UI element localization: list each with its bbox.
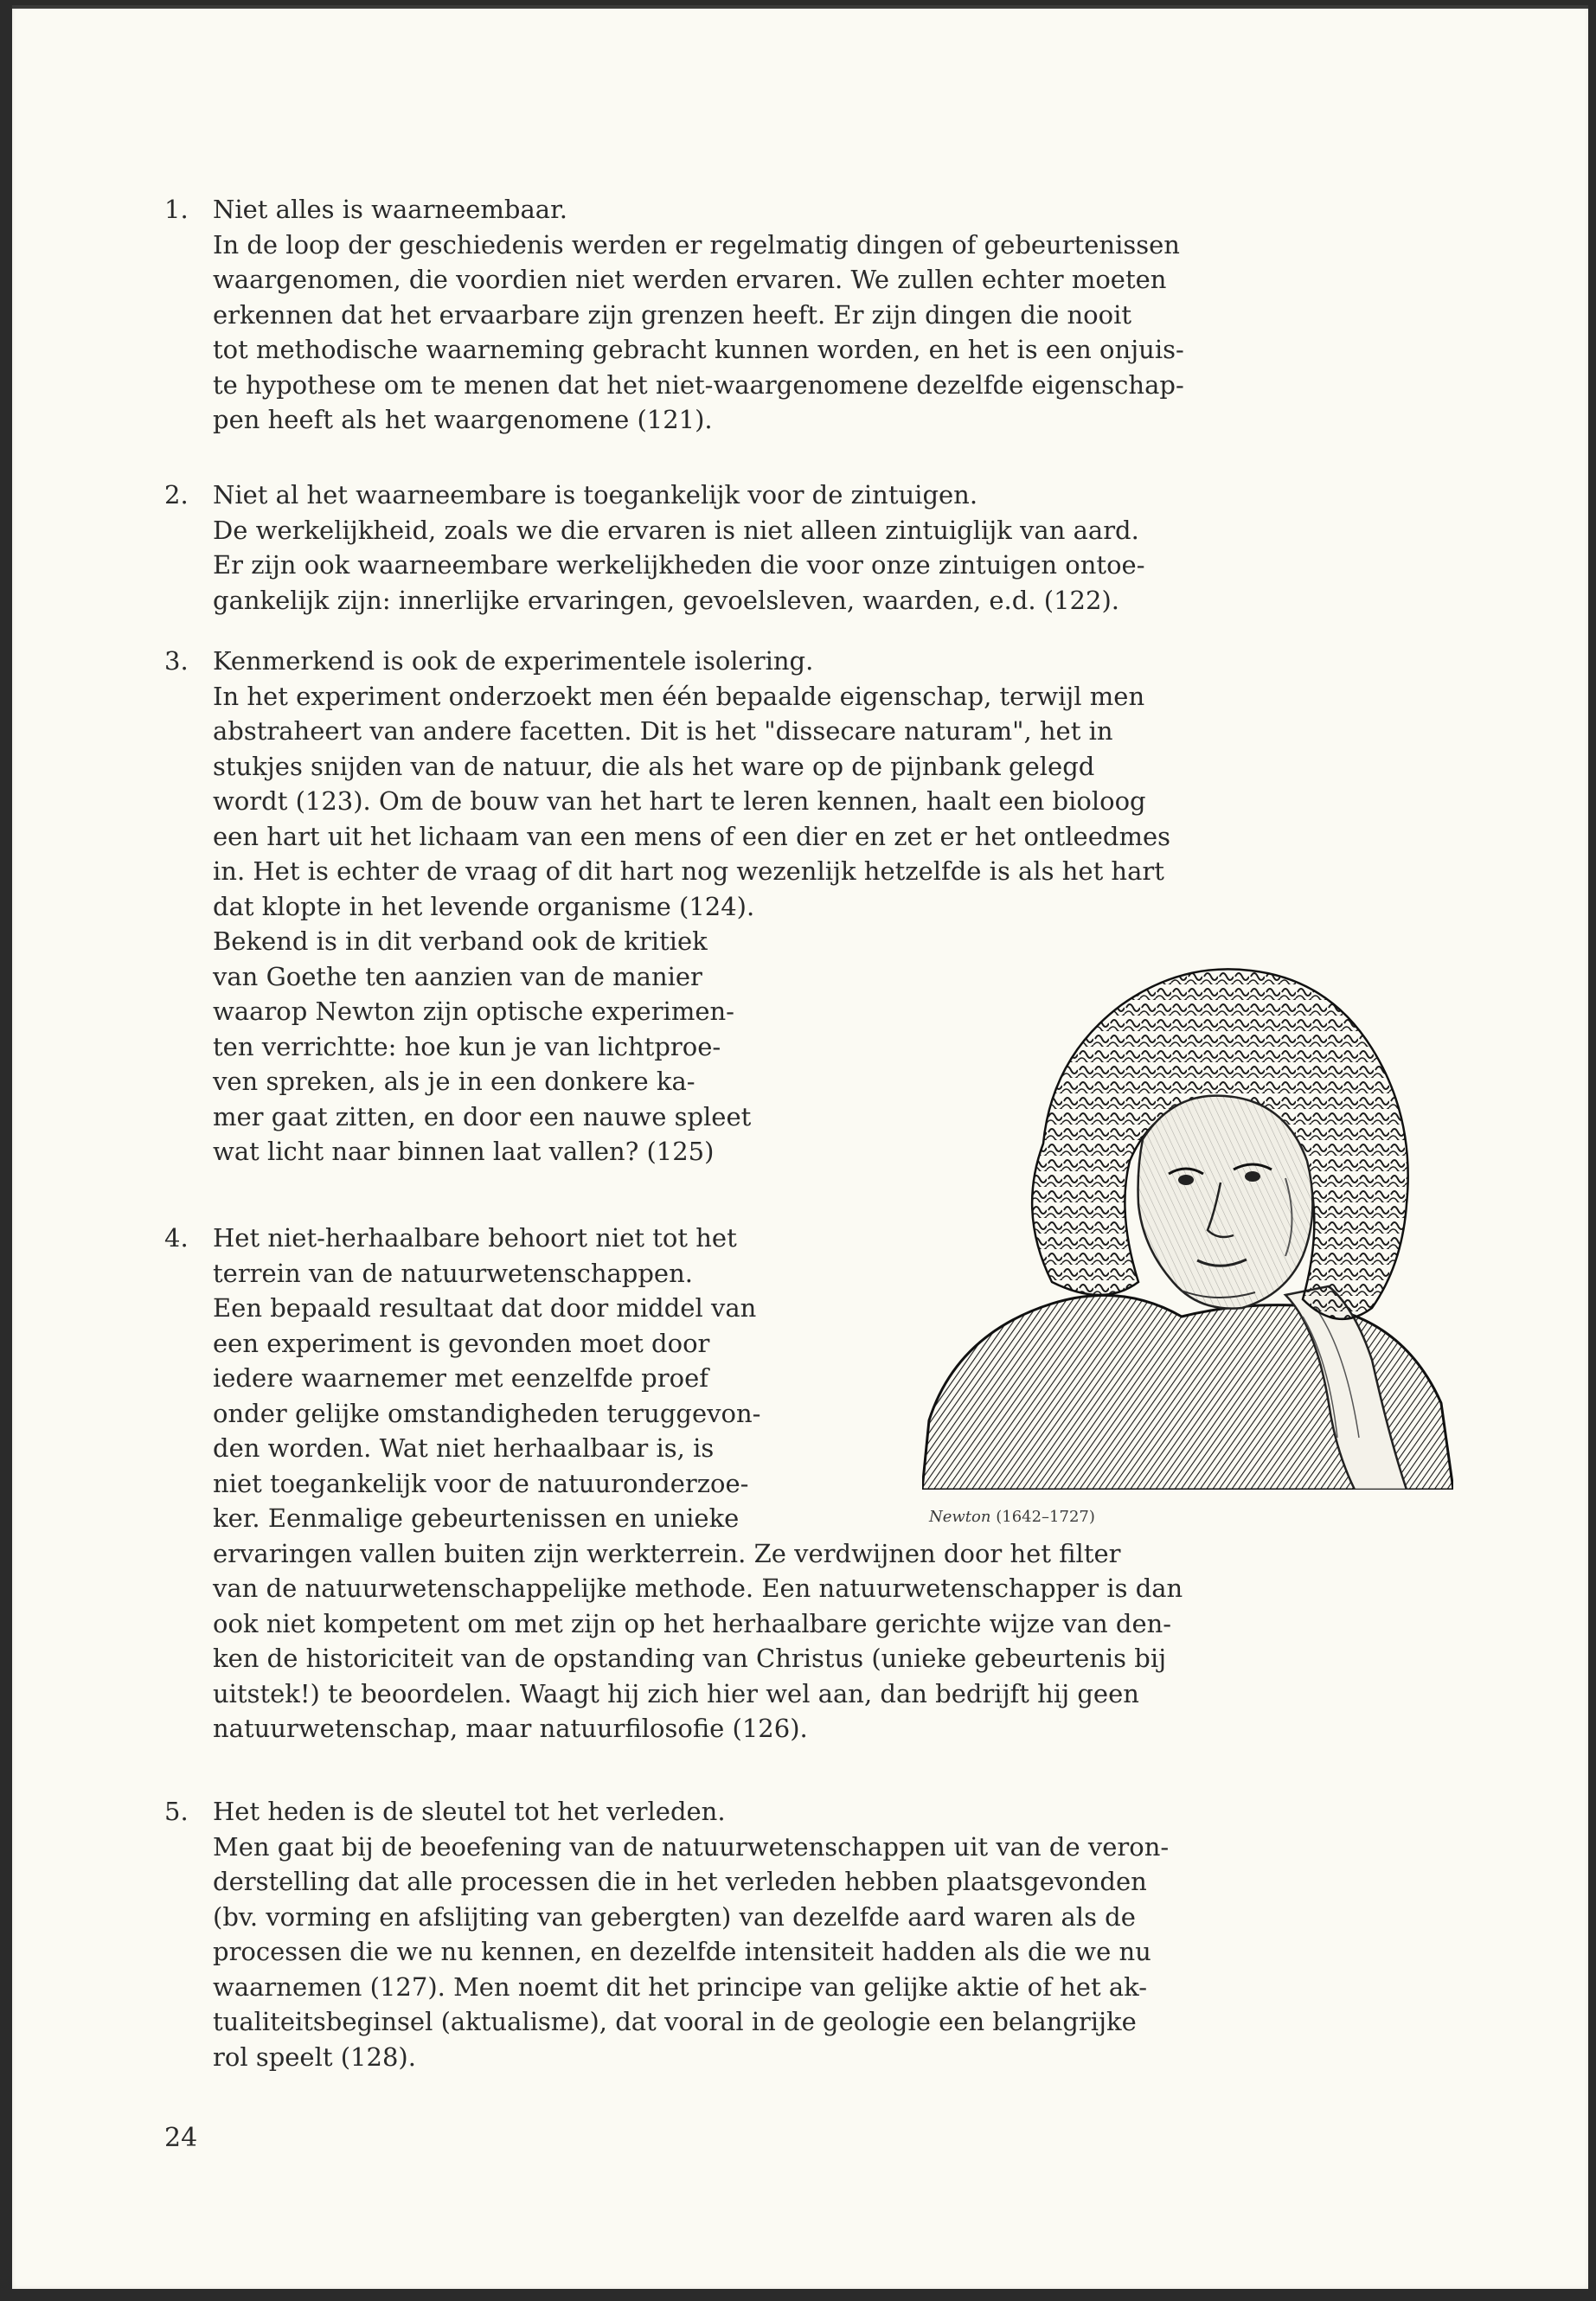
caption-name: Newton [929,1508,991,1526]
item-text-line: processen die we nu kennen, en dezelfde intensiteit hadden als die we nu [213,1937,1151,1966]
item-text-line: een hart uit het lichaam van een mens of een dier en zet er het ontleedmes [213,821,1170,851]
item-text-line: in. Het is echter de vraag of dit hart nog wezenlijk hetzelfde is als het hart [213,856,1164,886]
item-heading: Het niet-herhaalbare behoort niet tot het [213,1223,737,1253]
item-number: 2. [164,480,189,510]
item-text-line: dat klopte in het levende organisme (124). [213,891,755,921]
item-text-line: De werkelijkheid, zoals we die ervaren is niet alleen zintuiglijk van aard. [213,515,1139,545]
item-heading: Niet alles is waarneembaar. [213,195,567,224]
item-text-line: een experiment is gevonden moet door [213,1328,710,1358]
item-text-line: te hypothese om te menen dat het niet-waargenomene dezelfde eigenschap- [213,369,1184,400]
item-heading: Het heden is de sleutel tot het verleden. [213,1797,726,1826]
item-text-line: niet toegankelijk voor de natuuronderzoe- [213,1468,749,1498]
item-text-line: ten verrichtte: hoe kun je van lichtproe- [213,1031,721,1061]
item-text-line: van Goethe ten aanzien van de manier [213,961,702,991]
item-text-line: waarnemen (127). Men noemt dit het principe van gelijke aktie of het ak- [213,1971,1147,2002]
item-text-line: derstelling dat alle processen die in het verleden hebben plaatsgevonden [213,1867,1147,1896]
item-text-line: rol speelt (128). [213,2041,416,2072]
item-text-line: tot methodische waarneming gebracht kunnen worden, en het is een onjuis- [213,335,1184,364]
item-text-line: ven spreken, als je in een donkere ka- [213,1067,695,1096]
item-text-line: tualiteitsbeginsel (aktualisme), dat vooral in de geologie een belangrijke [213,2007,1137,2036]
item-text-line: Er zijn ook waarneembare werkelijkheden die voor onze zintuigen ontoe- [213,550,1145,580]
item-text-line: onder gelijke omstandigheden teruggevon- [213,1398,761,1428]
item-text-line: stukjes snijden van de natuur, die als het ware op de pijnbank gelegd [213,751,1095,781]
newton-portrait [922,953,1453,1490]
caption-years: (1642–1727) [996,1508,1095,1526]
item-text-line: In de loop der geschiedenis werden er regelmatig dingen of gebeurtenissen [213,229,1180,260]
item-number: 1. [164,195,189,224]
item-text-line: erkennen dat het ervaarbare zijn grenzen heeft. Er zijn dingen die nooit [213,299,1131,330]
book-page [12,5,1588,2289]
item-text-line: iedere waarnemer met eenzelfde proef [213,1363,708,1393]
item-heading: Kenmerkend is ook de experimentele isolering. [213,646,814,676]
item-text-line: uitstek!) te beoordelen. Waagt hij zich hier wel aan, dan bedrijft hij geen [213,1678,1139,1708]
item-text-line: ker. Eenmalige gebeurtenissen en unieke [213,1503,740,1533]
item-text-line: Men gaat bij de beoefening van de natuurwetenschappen uit van de veron- [213,1831,1170,1862]
portrait-caption [929,1500,1095,1535]
item-heading: Niet al het waarneembare is toegankelijk voor de zintuigen. [213,480,978,510]
item-text-line: van de natuurwetenschappelijke methode. Een natuurwetenschapper is dan [213,1574,1183,1603]
item-text-line: mer gaat zitten, en door een nauwe spleet [213,1101,752,1131]
item-text-line: terrein van de natuurwetenschappen. [213,1258,693,1288]
item-text-line: ken de historiciteit van de opstanding van Christus (unieke gebeurtenis bij [213,1644,1167,1673]
item-text-line: ook niet kompetent om met zijn op het herhaalbare gerichte wijze van den- [213,1608,1172,1638]
item-text-line: waargenomen, die voordien niet werden ervaren. We zullen echter moeten [213,265,1167,294]
item-text-line: wat licht naar binnen laat vallen? (125) [213,1137,715,1166]
item-text-line: In het experiment onderzoekt men één bepaalde eigenschap, terwijl men [213,681,1145,711]
item-text-line: natuurwetenschap, maar natuurfilosofie (126). [213,1714,808,1743]
item-text-line: waarop Newton zijn optische experimen- [213,997,734,1026]
item-text-line: Bekend is in dit verband ook de kritiek [213,926,708,956]
item-text-line: abstraheert van andere facetten. Dit is het "dissecare naturam", het in [213,716,1113,746]
page-number: 24 [164,2123,198,2153]
item-text-line: Een bepaald resultaat dat door middel van [213,1293,757,1323]
item-text-line: gankelijk zijn: innerlijke ervaringen, gevoelsleven, waarden, e.d. (122). [213,585,1119,615]
item-text-line: (bv. vorming en afslijting van gebergten) van dezelfde aard waren als de [213,1901,1136,1932]
item-number: 3. [164,646,189,676]
item-text-line: pen heeft als het waargenomene (121). [213,405,713,434]
item-text-line: wordt (123). Om de bouw van het hart te leren kennen, haalt een bioloog [213,786,1146,816]
item-text-line: ervaringen vallen buiten zijn werkterrein. Ze verdwijnen door het filter [213,1538,1121,1568]
page-content [12,5,1588,2289]
item-number: 4. [164,1223,189,1253]
item-text-line: den worden. Wat niet herhaalbaar is, is [213,1433,715,1463]
item-number: 5. [164,1797,189,1826]
